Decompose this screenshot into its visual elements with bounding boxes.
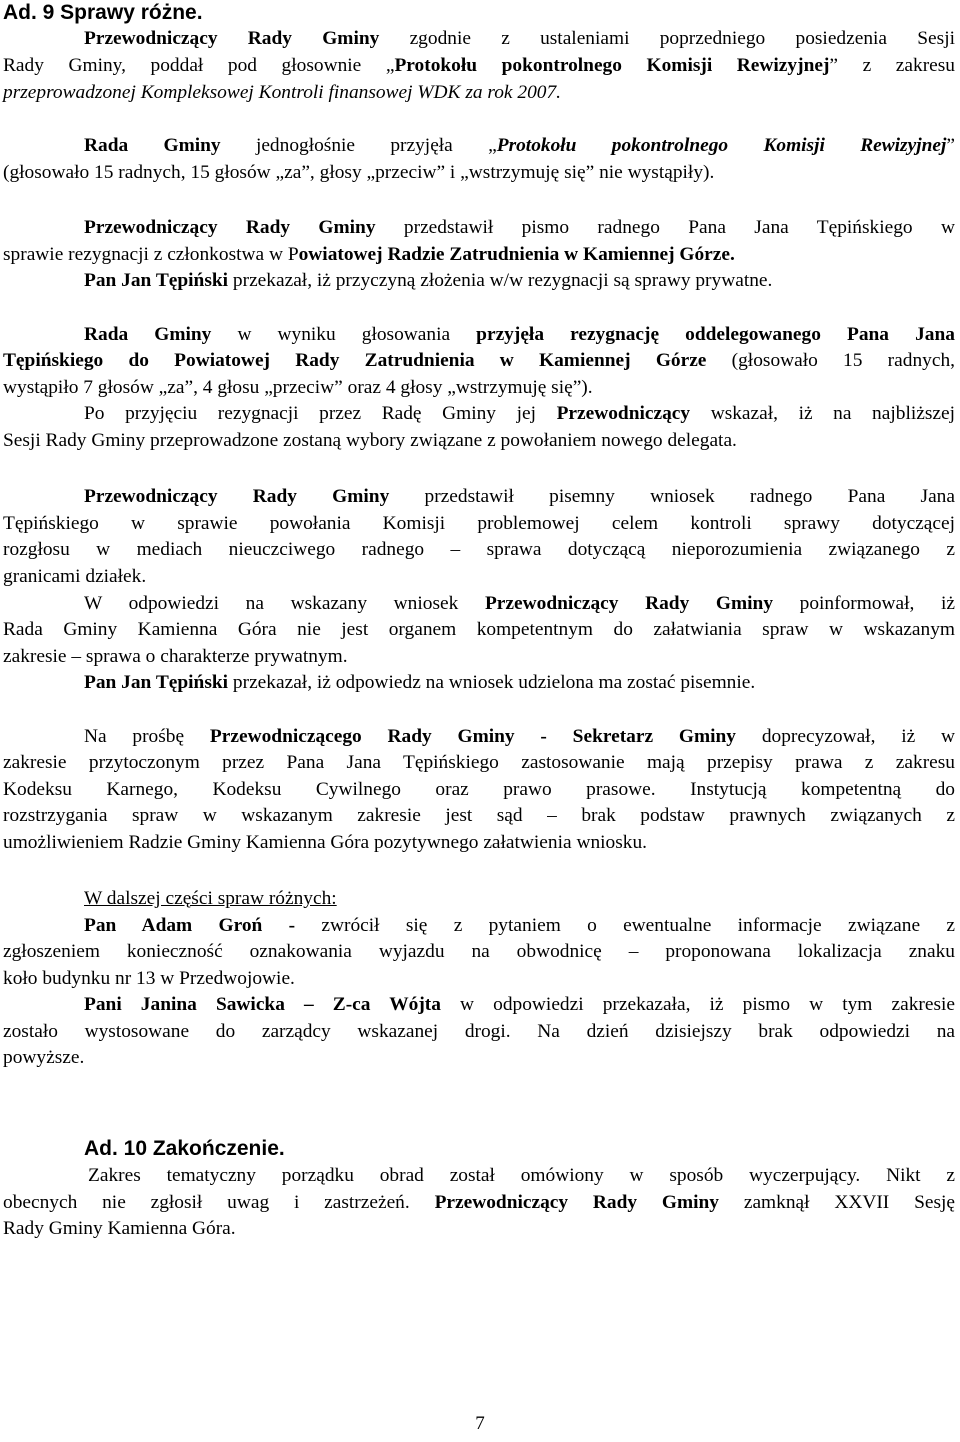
speaker-chair: Przewodniczący Rady Gminy: [84, 28, 380, 49]
sub-heading-further: W dalszej części spraw różnych:: [84, 888, 337, 909]
heading-ad-10: Ad. 10 Zakończenie.: [84, 1137, 285, 1160]
page-number: 7: [475, 1413, 485, 1434]
heading-ad-9: Ad. 9 Sprawy różne.: [3, 1, 203, 24]
